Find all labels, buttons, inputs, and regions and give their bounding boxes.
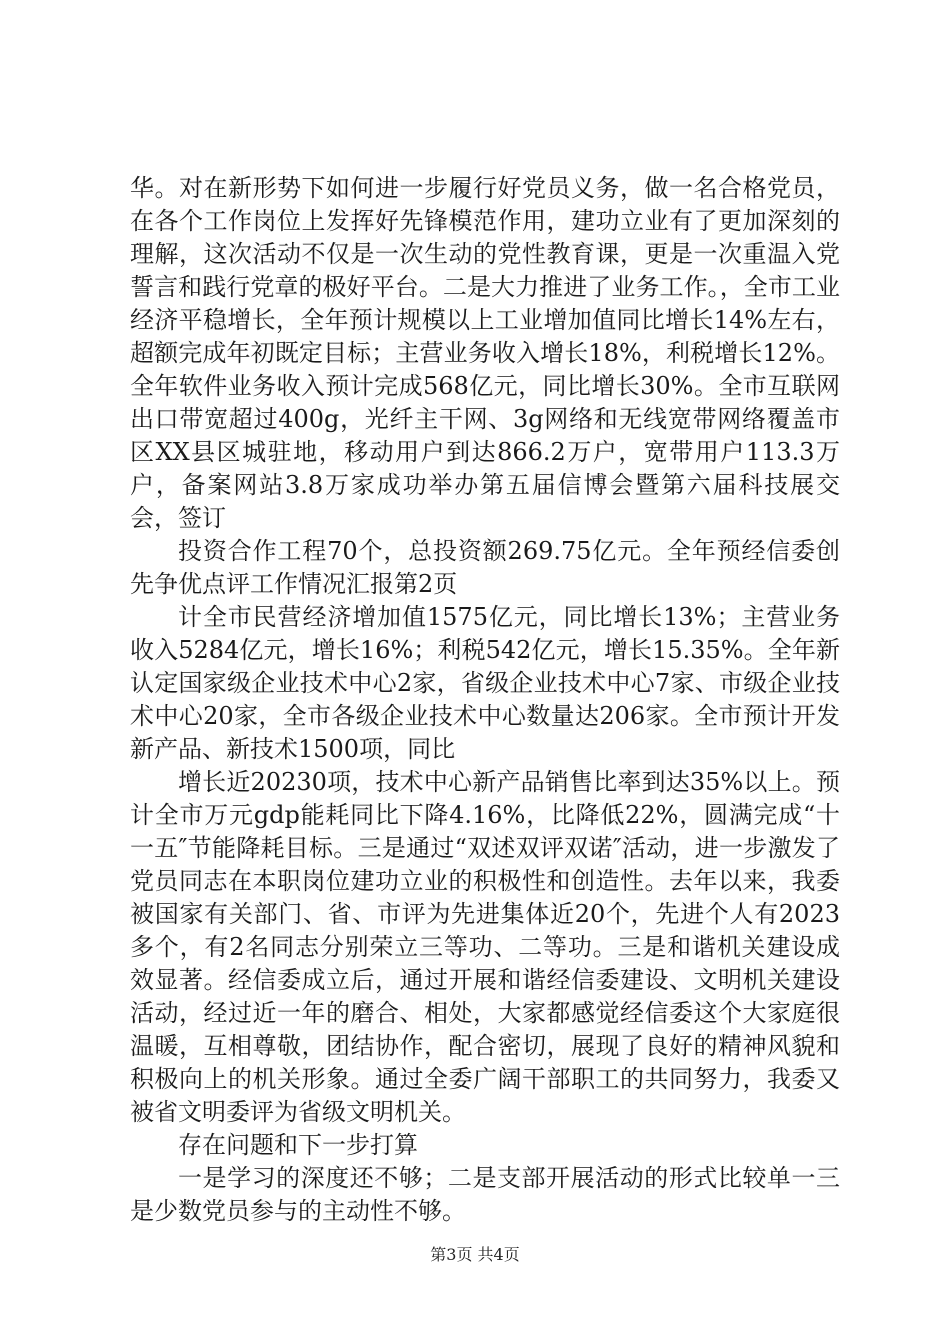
page-footer: 第3页 共4页 <box>430 1245 520 1264</box>
document-body <box>130 172 840 1228</box>
paragraph-4: 增长近20230项，技术中心新产品销售比率到达35%以上。预计全市万元gdp能耗同比下降4.16%，比降低22%，圆满完成“十一五″节能降耗目标。三是通过“双述双评双诺″活动，进一步激发了党员同志在本职岗位建功立业的积极性和创造性。去年以来，我委被国家有关部门、省、市评为先进集体近20个，先进个人有2023多个，有2名同志分别荣立三等功、二等功。三是和谐机关建设成效显著。经信委成立后，通过开展和谐经信委建设、文明机关建设活动，经过近一年的磨合、相处，大家都感觉经信委这个大家庭很温暖，互相尊敬，团结协作，配合密切，展现了良好的精神风貌和积极向上的机关形象。通过全委广阔干部职工的共同努力，我委又被省文明委评为省级文明机关。 <box>130 768 840 1126</box>
paragraph-2: 投资合作工程70个，总投资额269.75亿元。全年预经信委创先争优点评工作情况汇报第2页 <box>130 537 840 598</box>
section-heading: 存在问题和下一步打算 <box>178 1131 418 1159</box>
paragraph-1: 华。对在新形势下如何进一步履行好党员义务，做一名合格党员，在各个工作岗位上发挥好先锋模范作用，建功立业有了更加深刻的理解，这次活动不仅是一次生动的党性教育课，更是一次重温入党誓言和践行党章的极好平台。二是大力推进了业务工作。，全市工业经济平稳增长，全年预计规模以上工业增加值同比增长14%左右，超额完成年初既定目标；主营业务收入增长18%，利税增长12%。全年软件业务收入预计完成568亿元，同比增长30%。全市互联网出口带宽超过400g，光纤主干网、3g网络和无线宽带网络覆盖市区XX县区城驻地，移动用户到达866.2万户，宽带用户113.3万户，备案网站3.8万家成功举办第五届信博会暨第六届科技展交会，签订 <box>130 174 840 532</box>
paragraph-5: 一是学习的深度还不够；二是支部开展活动的形式比较单一三是少数党员参与的主动性不够。 <box>130 1164 840 1225</box>
paragraph-3: 计全市民营经济增加值1575亿元，同比增长13%；主营业务收入5284亿元，增长16%；利税542亿元，增长15.35%。全年新认定国家级企业技术中心2家，省级企业技术中心7家、市级企业技术中心20家，全市各级企业技术中心数量达206家。全市预计开发新产品、新技术1500项，同比 <box>130 603 840 763</box>
